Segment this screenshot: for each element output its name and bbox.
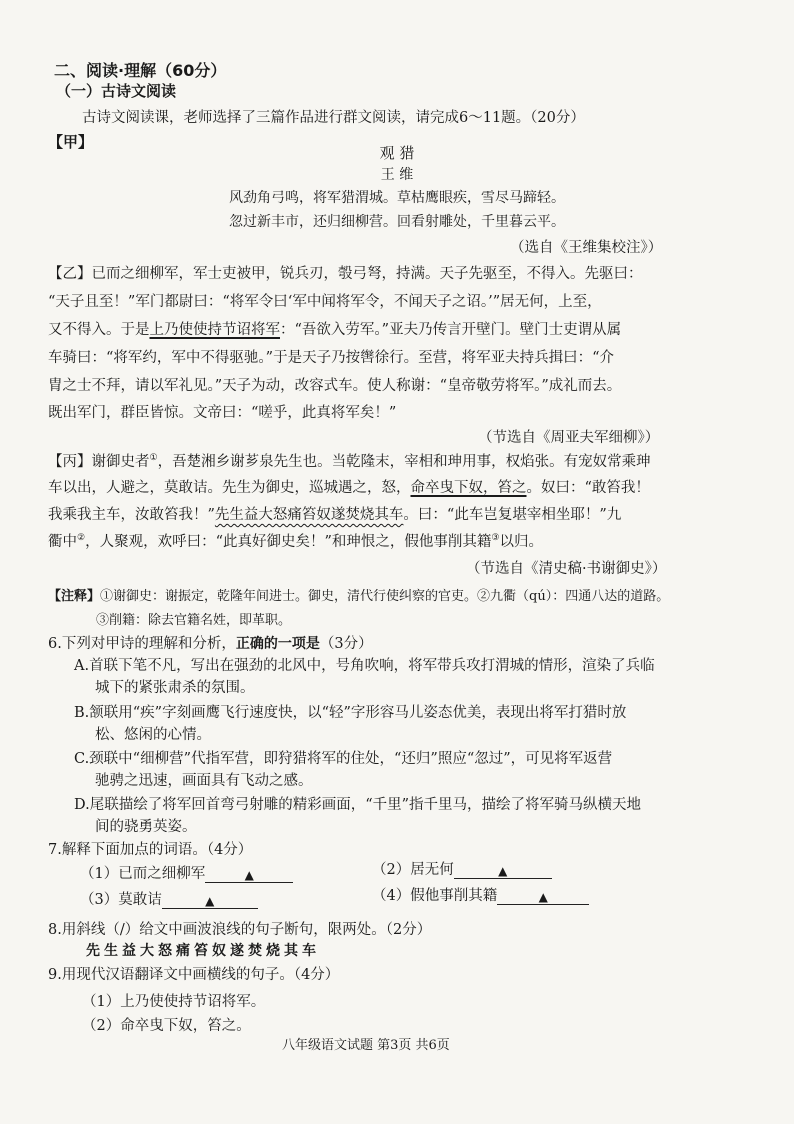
option-b-cont: 松、悠闲的心情。 bbox=[95, 727, 211, 743]
answer-blank[interactable] bbox=[205, 866, 293, 883]
passage-yi-line: 胄之士不拜，请以军礼见。”天子为动，改容式车。使人称谢：“皇帝敬劳将军。”成礼而去。 bbox=[48, 378, 622, 394]
poem-title: 观 猎 bbox=[379, 144, 415, 162]
q8-sentence: 先生益大怒痛笞奴遂焚烧其车 bbox=[86, 943, 320, 959]
subsection-title: （一）古诗文阅读 bbox=[56, 82, 177, 100]
passage-bing-line: 衢中②，人聚观，欢呼曰：“此真好御史矣！”和珅恨之，假他事削其籍③以归。 bbox=[48, 533, 543, 550]
question-7-stem: 7.解释下面加点的词语。（4分） bbox=[48, 842, 253, 858]
q7-item: （1）已而之细柳军 ▲ bbox=[80, 862, 293, 883]
wavy-underlined-sentence: 先生益大怒痛笞奴遂焚烧其车 bbox=[214, 507, 404, 523]
passage-yi-line: 车骑曰：“将军约，军中不得驱驰。”于是天子乃按辔徐行。至营，将军亚夫持兵揖曰：“介 bbox=[48, 350, 614, 366]
poem-line: 风劲角弓鸣，将军猎渭城。草枯鹰眼疾，雪尽马蹄轻。 bbox=[229, 190, 565, 206]
poem-source: （选自《王维集校注》） bbox=[510, 240, 663, 256]
passage-bing-line: 【丙】谢御史者①，吾楚湘乡谢芗泉先生也。当乾隆末，宰相和珅用事，权焰张。有宠奴常乘珅 bbox=[48, 453, 651, 470]
q7-item: （4）假他事削其籍 ▲ bbox=[372, 884, 589, 905]
triangle-marker-icon: ▲ bbox=[538, 890, 548, 904]
q9-item: （2）命卒曳下奴，笞之。 bbox=[82, 1018, 251, 1034]
passage-bing-line: 我乘我主车，汝敢笞我！”先生益大怒痛笞奴遂焚烧其车。曰：“此车岂复堪宰相坐耶！”九 bbox=[48, 507, 622, 523]
triangle-marker-icon: ▲ bbox=[244, 868, 254, 882]
passage-yi-source: （节选自《周亚夫军细柳》） bbox=[478, 430, 660, 446]
q7-item: （2）居无何 ▲ bbox=[372, 858, 552, 879]
option-a: A.首联下笔不凡，写出在强劲的北风中，号角吹响，将军带兵攻打渭城的情形，渲染了兵临 bbox=[74, 658, 655, 674]
option-a-cont: 城下的紧张肃杀的氛围。 bbox=[95, 680, 255, 696]
q9-item: （1）上乃使使持节诏将军。 bbox=[82, 994, 266, 1010]
option-c: C.颈联中“细柳营”代指军营，即狩猎将军的住处，“还归”照应“忽过”，可见将军返营 bbox=[74, 751, 613, 767]
option-d: D.尾联描绘了将军回首弯弓射雕的精彩画面，“千里”指千里马，描绘了将军骑马纵横天地 bbox=[74, 797, 642, 813]
answer-blank[interactable] bbox=[162, 892, 258, 909]
passage-yi-line: 又不得入。于是上乃使使持节诏将军：“吾欲入劳军。”亚夫乃传言开壁门。壁门士吏谓从属 bbox=[48, 322, 622, 338]
underlined-sentence: 命卒曳下奴，笞之 bbox=[410, 480, 527, 496]
answer-blank[interactable] bbox=[454, 862, 552, 879]
section-title: 二、阅读·理解（60分） bbox=[54, 61, 227, 80]
passage-bing-line: 车以出，人避之，莫敢诘。先生为御史，巡城遇之，怒，命卒曳下奴，笞之。奴曰：“敢笞我！ bbox=[48, 480, 650, 496]
annotation-line: 【注释】①谢御史：谢振定，乾隆年间进士。御史，清代行使纠察的官吏。②九衢（qú）：四通八达的道路。 bbox=[48, 589, 670, 604]
page-footer: 八年级语文试题 第3页 共6页 bbox=[282, 1038, 450, 1053]
question-6-stem: 6.下列对甲诗的理解和分析，正确的一项是（3分） bbox=[48, 636, 373, 652]
triangle-marker-icon: ▲ bbox=[205, 894, 215, 908]
passage-jia-label: 【甲】 bbox=[48, 133, 94, 151]
underlined-sentence: 上乃使使持节诏将军 bbox=[149, 322, 280, 338]
option-d-cont: 间的骁勇英姿。 bbox=[95, 819, 197, 835]
option-b: B.颔联用“疾”字刻画鹰飞行速度快，以“轻”字形容马儿姿态优美，表现出将军打猎时放 bbox=[74, 705, 627, 721]
annotation-line: ③削籍：除去官籍名姓，即革职。 bbox=[96, 613, 292, 628]
question-9-stem: 9.用现代汉语翻译文中画横线的句子。（4分） bbox=[48, 967, 340, 983]
question-8-stem: 8.用斜线（/）给文中画波浪线的句子断句，限两处。（2分） bbox=[48, 922, 432, 938]
section-intro: 古诗文阅读课，老师选择了三篇作品进行群文阅读，请完成6～11题。（20分） bbox=[82, 110, 585, 126]
passage-yi-line: “天子且至！”军门都尉曰：“将军令曰‘军中闻将军令，不闻天子之诏。’”居无何，上至， bbox=[48, 294, 602, 310]
answer-blank[interactable] bbox=[497, 888, 589, 905]
passage-bing-source: （节选自《清史稿·书谢御史》） bbox=[466, 561, 667, 577]
q7-item: （3）莫敢诘 ▲ bbox=[80, 888, 258, 909]
passage-yi-line: 既出军门，群臣皆惊。文帝曰：“嗟乎，此真将军矣！” bbox=[48, 405, 397, 421]
option-c-cont: 驰骋之迅速，画面具有飞动之感。 bbox=[95, 773, 313, 789]
triangle-marker-icon: ▲ bbox=[498, 864, 508, 878]
poem-line: 忽过新丰市，还归细柳营。回看射雕处，千里暮云平。 bbox=[229, 214, 565, 230]
poem-author: 王 维 bbox=[380, 167, 414, 183]
passage-yi-line: 【乙】已而之细柳军，军士吏被甲，锐兵刃，彀弓弩，持满。天子先驱至，不得入。先驱曰： bbox=[48, 266, 643, 282]
